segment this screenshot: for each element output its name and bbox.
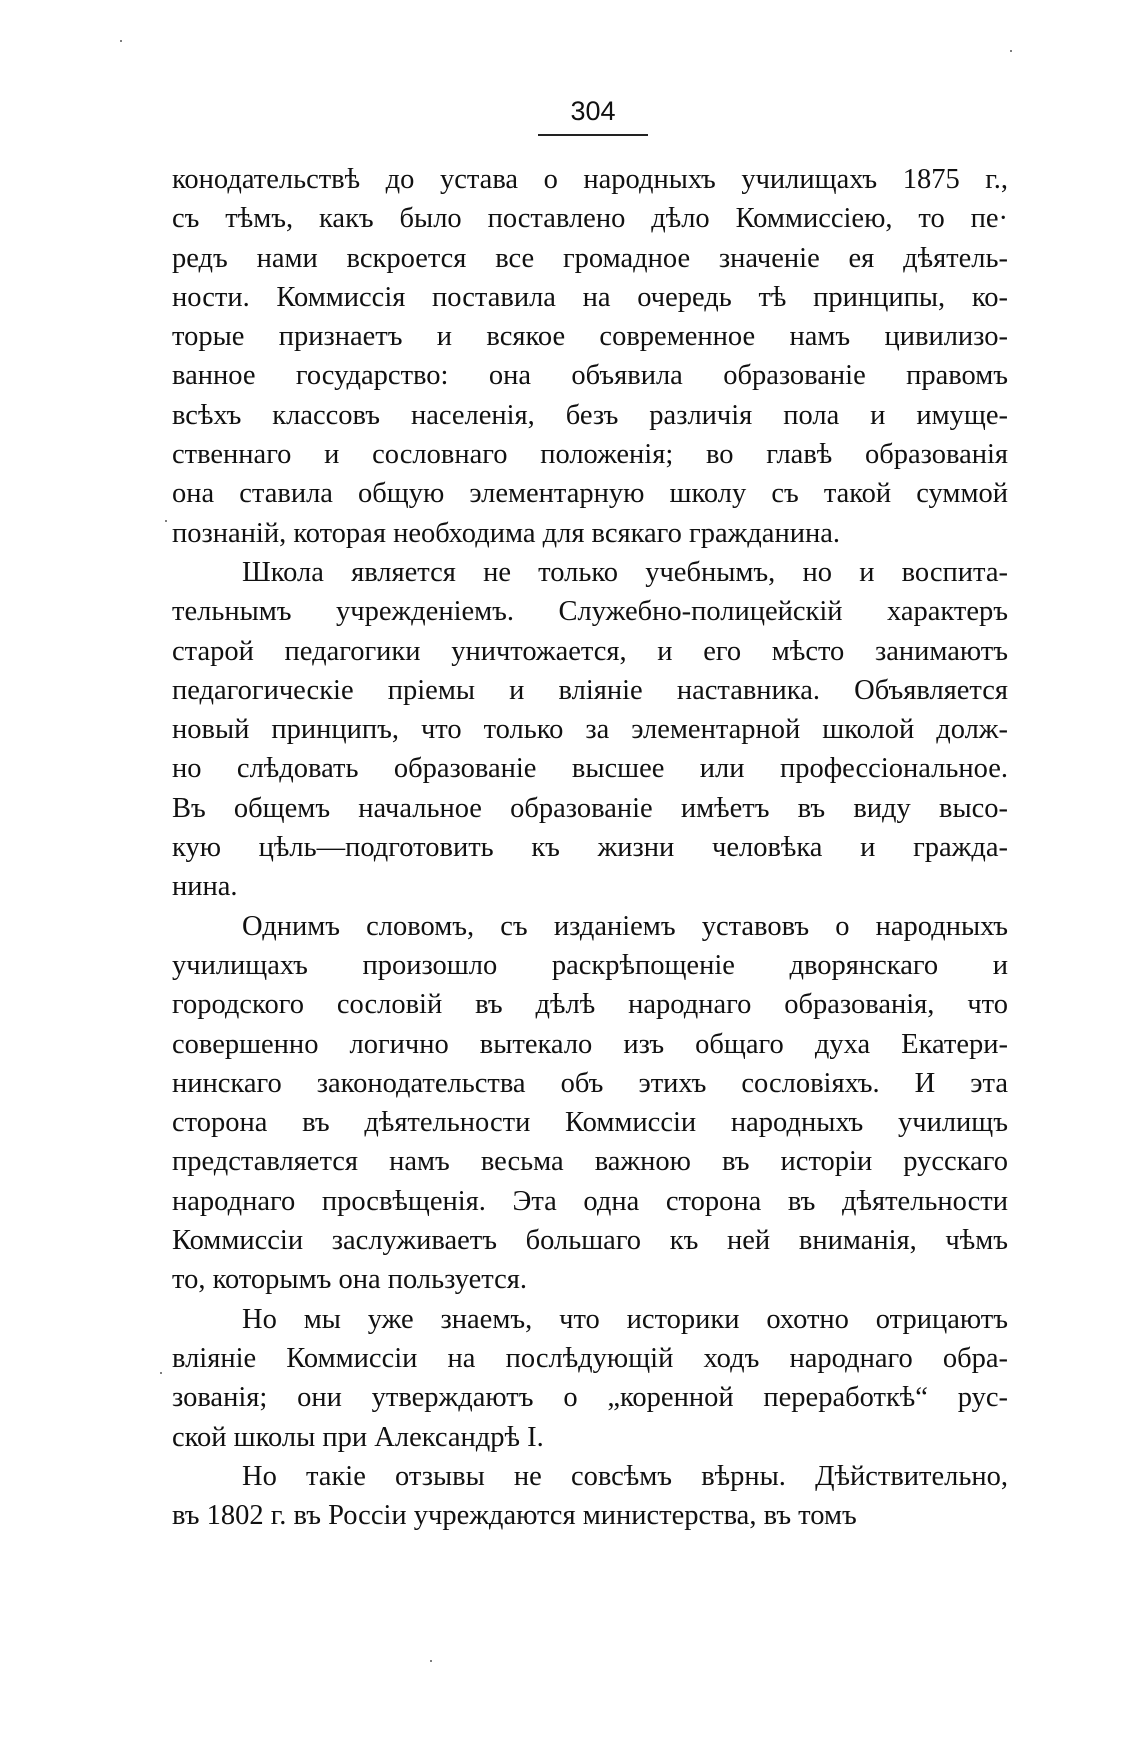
text-line: новый принципъ, что только за элементарной школой долж- [172, 714, 1008, 746]
text-line: сторона въ дѣятельности Коммиссіи народныхъ училищъ [172, 1107, 1008, 1139]
paragraph [172, 1457, 1008, 1536]
text-line: ственнаго и сословнаго положенія; во главѣ образованія [172, 439, 1008, 471]
text-line: познаній, которая необходима для всякаго гражданина. [172, 517, 840, 549]
text-line: представляется намъ весьма важною въ исторіи русскаго [172, 1146, 1008, 1178]
text-line: торые признаетъ и всякое современное намъ цивилизо- [172, 321, 1008, 353]
text-line: но слѣдовать образованіе высшее или профессіональное. [172, 753, 1008, 785]
paragraph [172, 553, 1008, 907]
text-line: Однимъ словомъ, съ изданіемъ уставовъ о народныхъ [242, 910, 1008, 942]
page-number: 304 [570, 96, 616, 126]
text-line: редъ нами вскроется все громадное значеніе ея дѣятель- [172, 242, 1008, 274]
text-line: конодательствѣ до устава о народныхъ училищахъ 1875 г., [172, 164, 1008, 195]
text-line: совершенно логично вытекало изъ общаго духа Екатери- [172, 1028, 1008, 1060]
text-line: ской школы при Александрѣ I. [172, 1421, 544, 1453]
text-line: Коммиссіи заслуживаетъ большаго къ ней вниманія, чѣмъ [172, 1225, 1008, 1257]
text-line: ности. Коммиссія поставила на очередь тѣ принципы, ко- [172, 281, 1008, 313]
text-line: тельнымъ учрежденіемъ. Служебно-полицейскій характеръ [172, 596, 1008, 628]
text-line: училищахъ произошло раскрѣпощеніе дворянскаго и [172, 949, 1008, 981]
text-line: она ставила общую элементарную школу съ такой суммой [172, 478, 1008, 510]
scan-speck [160, 1372, 162, 1374]
text-line: зованія; они утверждаютъ о „коренной переработкѣ“ рус- [172, 1382, 1008, 1414]
text-line: съ тѣмъ, какъ было поставлено дѣло Коммиссіею, то пе· [172, 203, 1008, 235]
text-line: Въ общемъ начальное образованіе имѣетъ въ виду высо- [172, 792, 1008, 824]
page-number-rule [538, 134, 648, 136]
scan-speck [430, 1660, 432, 1662]
text-line: Школа является не только учебнымъ, но и воспита- [242, 556, 1008, 588]
text-line: народнаго просвѣщенія. Эта одна сторона въ дѣятельности [172, 1185, 1008, 1217]
text-line: всѣхъ классовъ населенія, безъ различія пола и имуще- [172, 399, 1008, 431]
body-text [172, 160, 1008, 1535]
scan-speck [120, 40, 122, 42]
text-line: педагогическіе пріемы и вліяніе наставника. Объявляется [172, 674, 1008, 706]
text-line: Но мы уже знаемъ, что историки охотно отрицаютъ [242, 1303, 1008, 1335]
text-line: нина. [172, 871, 238, 903]
text-line: кую цѣль—подготовить къ жизни человѣка и гражда- [172, 832, 1008, 864]
text-line: ванное государство: она объявила образованіе правомъ [172, 360, 1008, 392]
text-line: нинскаго законодательства объ этихъ сословіяхъ. И эта [172, 1067, 1008, 1099]
text-line: старой педагогики уничтожается, и его мѣсто занимаютъ [172, 635, 1008, 667]
scan-speck [165, 520, 167, 522]
text-line: Но такіе отзывы не совсѣмъ вѣрны. Дѣйствительно, [242, 1460, 1008, 1492]
scan-speck [1010, 50, 1012, 52]
text-line: городского сословій въ дѣлѣ народнаго образованія, что [172, 989, 1008, 1021]
paragraph [172, 907, 1008, 1300]
paragraph [172, 160, 1008, 553]
text-line: то, которымъ она пользуется. [172, 1264, 527, 1296]
text-line: вліяніе Коммиссіи на послѣдующій ходъ народнаго обра- [172, 1342, 1008, 1374]
paragraph [172, 1300, 1008, 1457]
text-line: въ 1802 г. въ Россіи учреждаются министерства, въ томъ [172, 1500, 857, 1532]
